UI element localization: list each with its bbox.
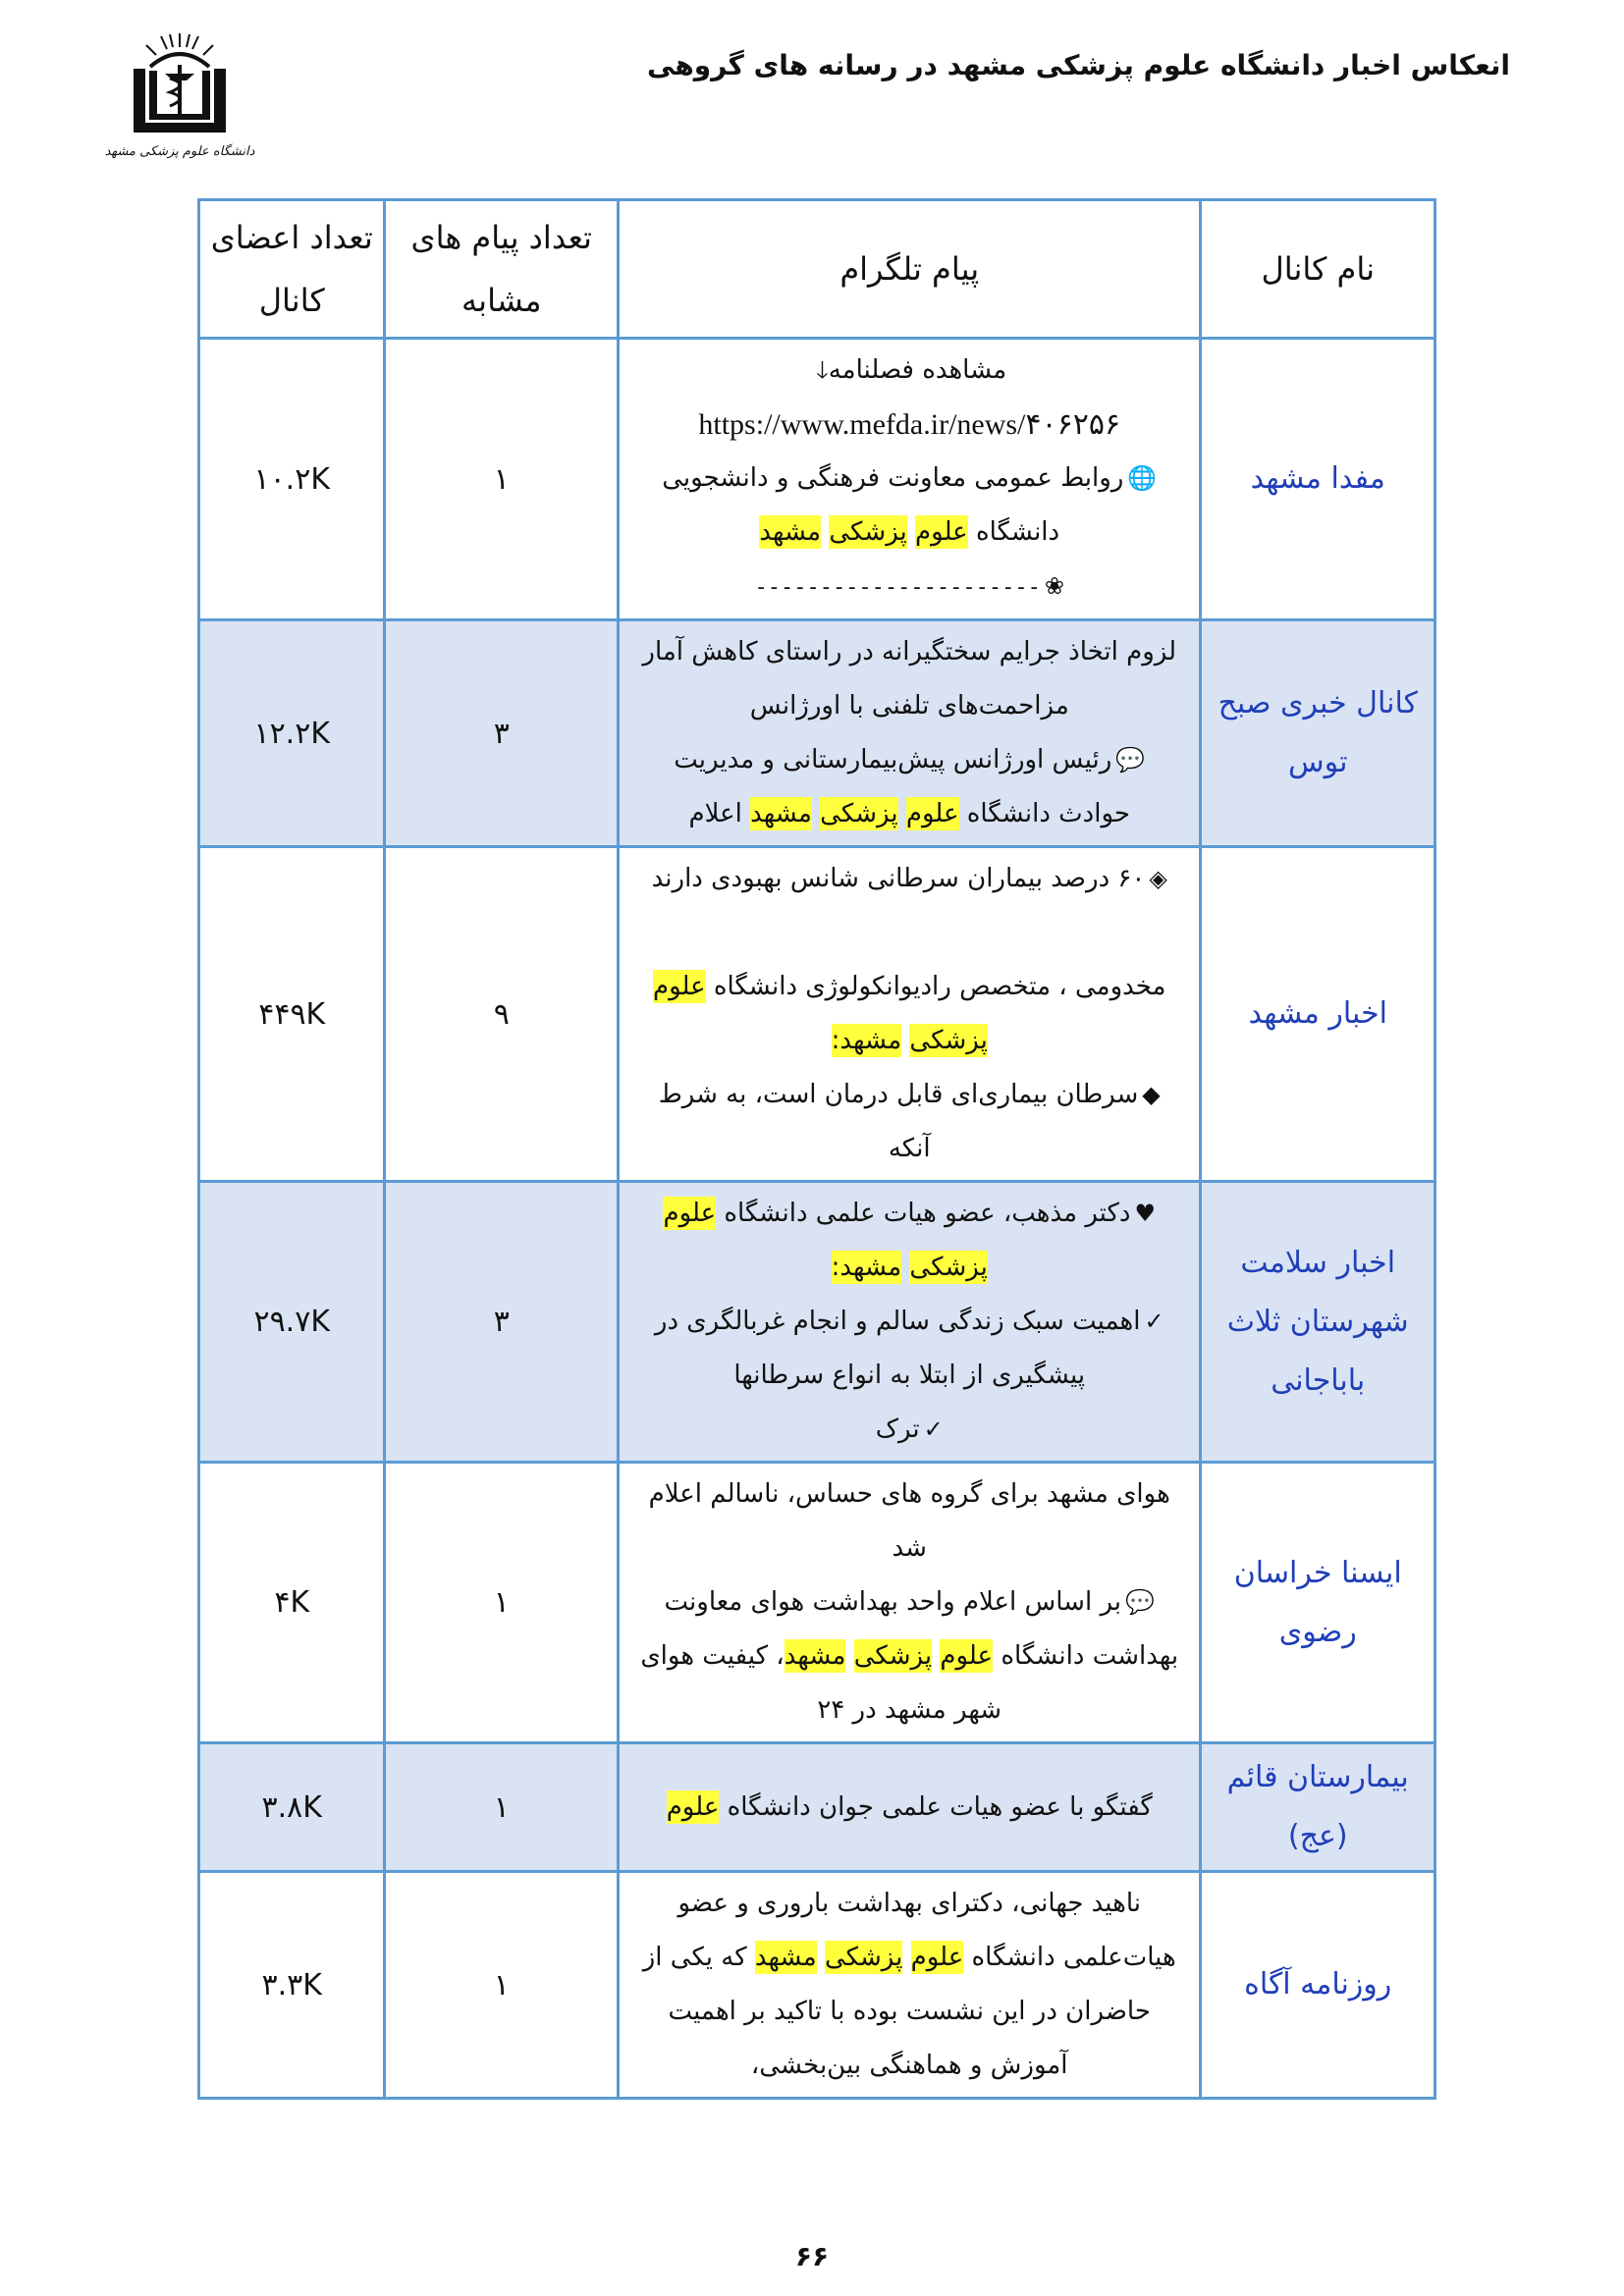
- table-row: [199, 620, 1435, 847]
- globe-icon: 🌐: [1127, 464, 1158, 492]
- telegram-message: ♥دکتر مذهب، عضو هیات علمی دانشگاه علوم پزشکی مشهد: ✓اهمیت سبک زندگی سالم و انجام غربالگری در پیشگیری از ابتلا به انواع سرطانها ✓ترک: [619, 1182, 1201, 1463]
- channel-name: اخبار مشهد: [1201, 847, 1435, 1182]
- similar-count: ۱: [385, 1872, 619, 2099]
- checkmark-icon: ✓: [1144, 1308, 1164, 1335]
- telegram-message: مشاهده فصلنامه🡓 https://www.mefda.ir/news/۴۰۶۲۵۶ 🌐روابط عمومی معاونت فرهنگی و دانشجویی دانشگاه علوم پزشکی مشهد ❀----------------------: [619, 339, 1201, 620]
- column-header-members: تعداد اعضای کانال: [199, 200, 385, 339]
- table-row: [199, 1872, 1435, 2099]
- similar-count: ۳: [385, 1182, 619, 1463]
- member-count: ۱۰.۲K: [199, 339, 385, 620]
- column-header-channel: نام کانال: [1201, 200, 1435, 339]
- telegram-message: لزوم اتخاذ جرایم سختگیرانه در راستای کاهش آمار مزاحمت‌های تلفنی با اورژانس 💬رئیس اورژانس پیش‌بیمارستانی و مدیریت حوادث دانشگاه علوم پزشکی مشهد اعلام: [619, 620, 1201, 847]
- channel-name: اخبار سلامت شهرستان ثلاث باباجانی: [1201, 1182, 1435, 1463]
- member-count: ۳.۳K: [199, 1872, 385, 2099]
- similar-count: ۹: [385, 847, 619, 1182]
- table-row: [199, 1463, 1435, 1743]
- table-row: [199, 847, 1435, 1182]
- similar-count: ۱: [385, 1463, 619, 1743]
- member-count: ۲۹.۷K: [199, 1182, 385, 1463]
- channel-name: بیمارستان قائم (عج): [1201, 1743, 1435, 1872]
- page-number: ۶۶: [794, 2240, 830, 2272]
- channel-name: مفدا مشهد: [1201, 339, 1435, 620]
- checkmark-icon: ✓: [923, 1415, 944, 1443]
- news-table: [197, 198, 1436, 2100]
- channel-name: کانال خبری صبح توس: [1201, 620, 1435, 847]
- diamond-icon: ◈: [1149, 865, 1167, 892]
- similar-count: ۳: [385, 620, 619, 847]
- channel-name: روزنامه آگاه: [1201, 1872, 1435, 2099]
- university-logo-icon: [104, 29, 255, 167]
- column-header-message: پیام تلگرام: [619, 200, 1201, 339]
- arrow-down-icon: 🡓: [816, 356, 829, 384]
- table-row: [199, 1182, 1435, 1463]
- member-count: ۴K: [199, 1463, 385, 1743]
- similar-count: ۱: [385, 1743, 619, 1872]
- column-header-similar: تعداد پیام های مشابه: [385, 200, 619, 339]
- svg-text:دانشگاه علوم پزشکی مشهد: دانشگاه علوم پزشکی مشهد: [104, 144, 255, 159]
- channel-name: ایسنا خراسان رضوی: [1201, 1463, 1435, 1743]
- speech-bubble-icon: 💬: [1125, 1588, 1155, 1616]
- telegram-message: هوای مشهد برای گروه های حساس، ناسالم اعلام شد 💬بر اساس اعلام واحد بهداشت هوای معاونت بهداشت دانشگاه علوم پزشکی مشهد، کیفیت هوای شهر مشهد در ۲۴: [619, 1463, 1201, 1743]
- table-row: [199, 339, 1435, 620]
- member-count: ۴۴۹K: [199, 847, 385, 1182]
- telegram-message: ناهید جهانی، دکترای بهداشت باروری و عضو هیات‌علمی دانشگاه علوم پزشکی مشهد که یکی از حاضران در این نشست بوده با تاکید بر اهمیت آموزش و هماهنگی بین‌بخشی،: [619, 1872, 1201, 2099]
- telegram-message: ◈۶۰ درصد بیماران سرطانی شانس بهبودی دارند مخدومی ، متخصص رادیوانکولوژی دانشگاه علوم پزشکی مشهد: ◆سرطان بیماری‌ای قابل درمان است، به شرط آنکه: [619, 847, 1201, 1182]
- member-count: ۱۲.۲K: [199, 620, 385, 847]
- table-header-row: [199, 200, 1435, 339]
- heart-icon: ♥: [1134, 1200, 1156, 1227]
- flower-icon: ❀: [1044, 572, 1064, 600]
- member-count: ۳.۸K: [199, 1743, 385, 1872]
- table-row: [199, 1743, 1435, 1872]
- page-title: انعکاس اخبار دانشگاه علوم پزشکی مشهد در رسانه های گروهی: [646, 49, 1510, 81]
- telegram-message: گفتگو با عضو هیات علمی جوان دانشگاه علوم: [619, 1743, 1201, 1872]
- speech-bubble-icon: 💬: [1115, 746, 1146, 774]
- diamond-icon: ◆: [1142, 1081, 1161, 1108]
- similar-count: ۱: [385, 339, 619, 620]
